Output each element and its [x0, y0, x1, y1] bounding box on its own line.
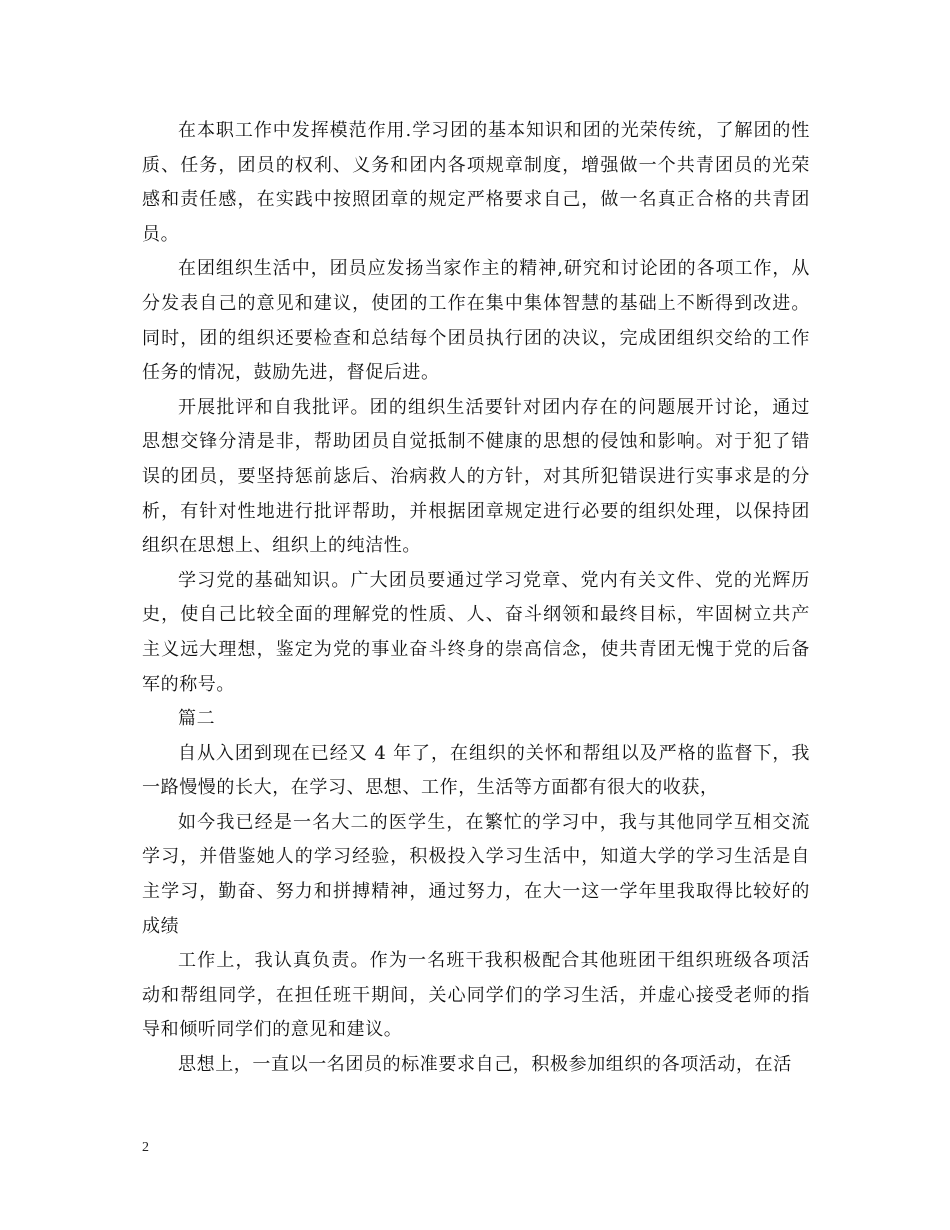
page-number: 2: [142, 1140, 149, 1155]
paragraph-since-joining: 自从入团到现在已经又 4 年了，在组织的关怀和帮组以及严格的监督下，我一路慢慢的长大，在学习、思想、工作，生活等方面都有很大的收获，: [142, 742, 810, 799]
paragraph-thought: 思想上，一直以一名团员的标准要求自己，积极参加组织的各项活动，在活: [178, 1054, 792, 1076]
paragraph-criticism: 开展批评和自我批评。团的组织生活要针对团内存在的问题展开讨论，通过思想交锋分清是非，帮助团员自觉抵制不健康的思想的侵蚀和影响。对于犯了错误的团员，要坚持惩前毖后、治病救人的方针，对其所犯错误进行实事求是的分析，有针对性地进行批评帮助，并根据团章规定进行必要的组织处理，以保持团组织在思想上、组织上的纯洁性。: [142, 396, 810, 557]
document-body: [142, 114, 810, 1083]
section-heading-part-two: 篇二: [178, 708, 216, 730]
paragraph-party-knowledge: 学习党的基础知识。广大团员要通过学习党章、党内有关文件、党的光辉历史，使自己比较全面的理解党的性质、人、奋斗纲领和最终目标，牢固树立共产主义远大理想，鉴定为党的事业奋斗终身的崇高信念，使共青团无愧于党的后备军的称号。: [142, 569, 810, 695]
paragraph-organization-life: 在团组织生活中，团员应发扬当家作主的精神,研究和讨论团的各项工作，从分发表自己的意见和建议，使团的工作在集中集体智慧的基础上不断得到改进。同时，团的组织还要检查和总结每个团员执行团的决议，完成团组织交给的工作任务的情况，鼓励先进，督促后进。: [142, 258, 810, 384]
paragraph-study: 如今我已经是一名大二的医学生，在繁忙的学习中，我与其他同学互相交流学习，并借鉴她人的学习经验，积极投入学习生活中，知道大学的学习生活是自主学习，勤奋、努力和拼搏精神，通过努力，在大一这一学年里我取得比较好的成绩: [142, 811, 810, 937]
paragraph-role-model: 在本职工作中发挥模范作用.学习团的基本知识和团的光荣传统，了解团的性质、任务，团员的权利、义务和团内各项规章制度，增强做一个共青团员的光荣感和责任感，在实践中按照团章的规定严格要求自己，做一名真正合格的共青团员。: [142, 120, 810, 245]
paragraph-work: 工作上，我认真负责。作为一名班干我积极配合其他班团干组织班级各项活动和帮组同学，在担任班干期间，关心同学们的学习生活，并虚心接受老师的指导和倾听同学们的意见和建议。: [142, 950, 810, 1041]
